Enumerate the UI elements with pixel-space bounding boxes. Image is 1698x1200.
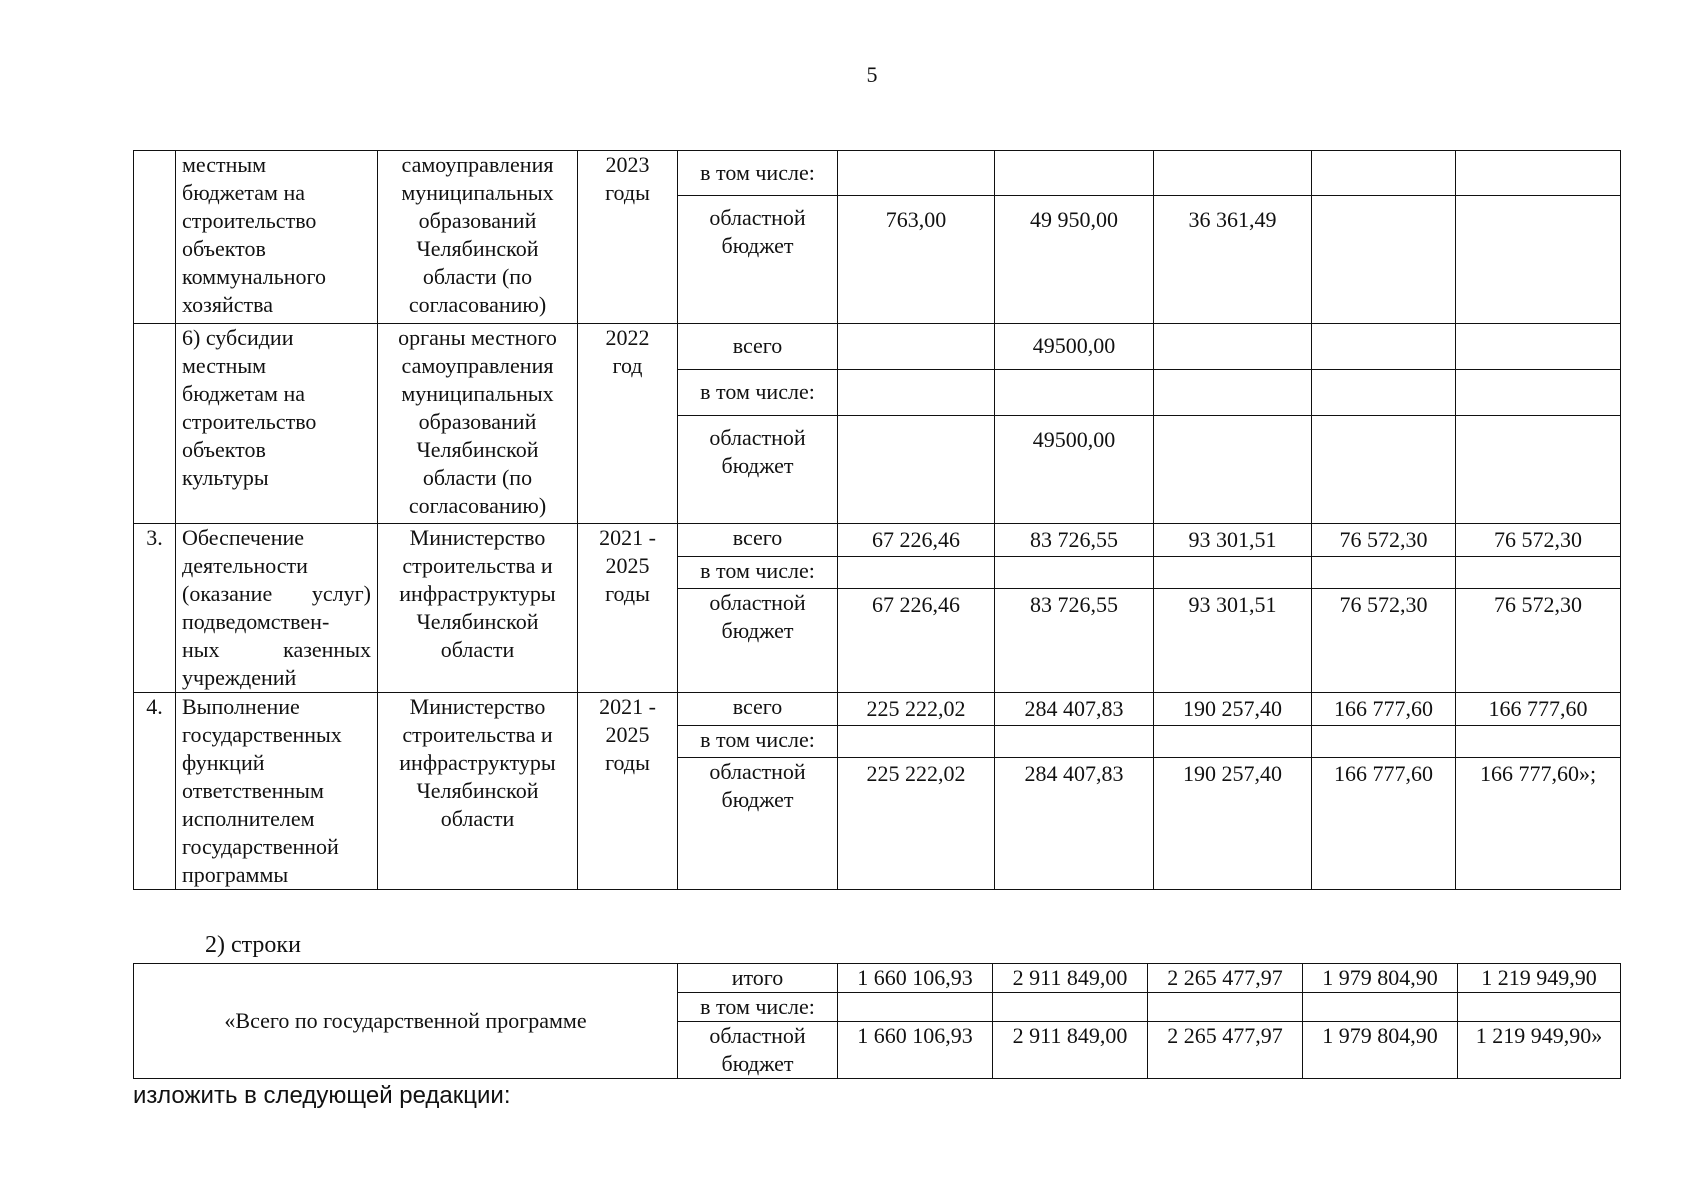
funding-source: итого (678, 964, 838, 993)
amount-cell (1154, 726, 1312, 758)
amount-cell: 76 572,30 (1312, 524, 1456, 557)
amount-cell (993, 993, 1148, 1022)
amount-cell: 1 219 949,90 (1458, 964, 1621, 993)
amount-cell: 36 361,49 (1154, 196, 1312, 324)
amount-cell (995, 151, 1154, 196)
table-row (134, 693, 1621, 726)
amount-cell: 49500,00 (995, 324, 1154, 370)
amount-cell: 225 222,02 (838, 693, 995, 726)
row-number: 3. (134, 524, 176, 693)
funding-source: всего (678, 524, 838, 557)
amount-cell: 166 777,60 (1456, 693, 1621, 726)
amount-cell: 67 226,46 (838, 588, 995, 692)
amount-cell: 1 660 106,93 (838, 964, 993, 993)
funding-source: в том числе: (678, 556, 838, 588)
amount-cell (1312, 726, 1456, 758)
amount-cell (995, 556, 1154, 588)
amount-cell (838, 370, 995, 416)
amount-cell: 83 726,55 (995, 524, 1154, 557)
period: 2021 - 2025 годы (578, 524, 678, 693)
amount-cell (995, 726, 1154, 758)
closing-text: изложить в следующей редакции: (133, 1082, 511, 1109)
measure-name: Обеспечение деятельности (оказание услуг) подведомствен- ных казенных учреждений (176, 524, 378, 693)
row-number (134, 324, 176, 524)
funding-source: областной бюджет (678, 416, 838, 524)
table-row (134, 324, 1621, 370)
amount-cell (1312, 416, 1456, 524)
row-number: 4. (134, 693, 176, 890)
table-row (134, 524, 1621, 557)
funding-source: в том числе: (678, 151, 838, 196)
amount-cell: 67 226,46 (838, 524, 995, 557)
amount-cell (1312, 556, 1456, 588)
amount-cell (838, 416, 995, 524)
amount-cell (1154, 556, 1312, 588)
amount-cell (1456, 556, 1621, 588)
amount-cell (838, 993, 993, 1022)
amount-cell: 2 911 849,00 (993, 1022, 1148, 1079)
amount-cell (1312, 196, 1456, 324)
amount-cell (1312, 370, 1456, 416)
funding-source: в том числе: (678, 726, 838, 758)
amount-cell (1456, 151, 1621, 196)
amount-cell: 190 257,40 (1154, 693, 1312, 726)
amount-cell: 166 777,60 (1312, 693, 1456, 726)
funding-source: областной бюджет (678, 757, 838, 889)
executor-name: Министерство строительства и инфраструктуры Челябинской области (378, 524, 578, 693)
amount-cell: 76 572,30 (1456, 524, 1621, 557)
table-row (134, 964, 1621, 993)
amount-cell: 93 301,51 (1154, 524, 1312, 557)
funding-source: в том числе: (678, 370, 838, 416)
amount-cell: 93 301,51 (1154, 588, 1312, 692)
amount-cell (1148, 993, 1303, 1022)
amount-cell: 166 777,60 (1312, 757, 1456, 889)
amount-cell (995, 370, 1154, 416)
amount-cell (1456, 416, 1621, 524)
amount-cell: 284 407,83 (995, 693, 1154, 726)
period: 2023 годы (578, 151, 678, 324)
amount-cell: 1 219 949,90» (1458, 1022, 1621, 1079)
amount-cell: 190 257,40 (1154, 757, 1312, 889)
table-row (134, 151, 1621, 196)
measure-name: Выполнение государственных функций ответственным исполнителем государственной программы (176, 693, 378, 890)
amount-cell (838, 324, 995, 370)
executor-name: самоуправления муниципальных образований Челябинской области (по согласованию) (378, 151, 578, 324)
amount-cell: 2 911 849,00 (993, 964, 1148, 993)
amount-cell: 76 572,30 (1456, 588, 1621, 692)
amount-cell: 1 979 804,90 (1303, 1022, 1458, 1079)
funding-source: в том числе: (678, 993, 838, 1022)
total-title: «Всего по государственной программе (134, 964, 678, 1079)
amount-cell (1154, 370, 1312, 416)
period: 2021 - 2025 годы (578, 693, 678, 890)
amount-cell (1456, 726, 1621, 758)
amount-cell (1312, 151, 1456, 196)
amount-cell (1456, 196, 1621, 324)
page-number: 5 (866, 62, 878, 87)
measure-name: 6) субсидии местным бюджетам на строительство объектов культуры (176, 324, 378, 524)
funding-source: областной бюджет (678, 1022, 838, 1079)
amount-cell (1154, 151, 1312, 196)
row-number (134, 151, 176, 324)
measure-name: местным бюджетам на строительство объектов коммунального хозяйства (176, 151, 378, 324)
amount-cell: 763,00 (838, 196, 995, 324)
amount-cell (838, 726, 995, 758)
amount-cell: 2 265 477,97 (1148, 964, 1303, 993)
amount-cell (1154, 416, 1312, 524)
amount-cell (1154, 324, 1312, 370)
period: 2022 год (578, 324, 678, 524)
executor-name: органы местного самоуправления муниципальных образований Челябинской области (по согласованию) (378, 324, 578, 524)
executor-name: Министерство строительства и инфраструктуры Челябинской области (378, 693, 578, 890)
amount-cell: 225 222,02 (838, 757, 995, 889)
funding-source: областной бюджет (678, 196, 838, 324)
funding-source: областной бюджет (678, 588, 838, 692)
program-table (133, 150, 1621, 890)
total-table (133, 963, 1621, 1079)
amount-cell: 49 950,00 (995, 196, 1154, 324)
funding-source: всего (678, 693, 838, 726)
amount-cell (838, 151, 995, 196)
amount-cell (838, 556, 995, 588)
subheading: 2) строки (205, 932, 301, 958)
amount-cell (1303, 993, 1458, 1022)
funding-source: всего (678, 324, 838, 370)
amount-cell: 49500,00 (995, 416, 1154, 524)
amount-cell (1456, 324, 1621, 370)
amount-cell: 2 265 477,97 (1148, 1022, 1303, 1079)
amount-cell: 284 407,83 (995, 757, 1154, 889)
amount-cell: 1 660 106,93 (838, 1022, 993, 1079)
amount-cell: 1 979 804,90 (1303, 964, 1458, 993)
amount-cell: 83 726,55 (995, 588, 1154, 692)
amount-cell (1312, 324, 1456, 370)
amount-cell: 76 572,30 (1312, 588, 1456, 692)
amount-cell: 166 777,60»; (1456, 757, 1621, 889)
amount-cell (1458, 993, 1621, 1022)
amount-cell (1456, 370, 1621, 416)
